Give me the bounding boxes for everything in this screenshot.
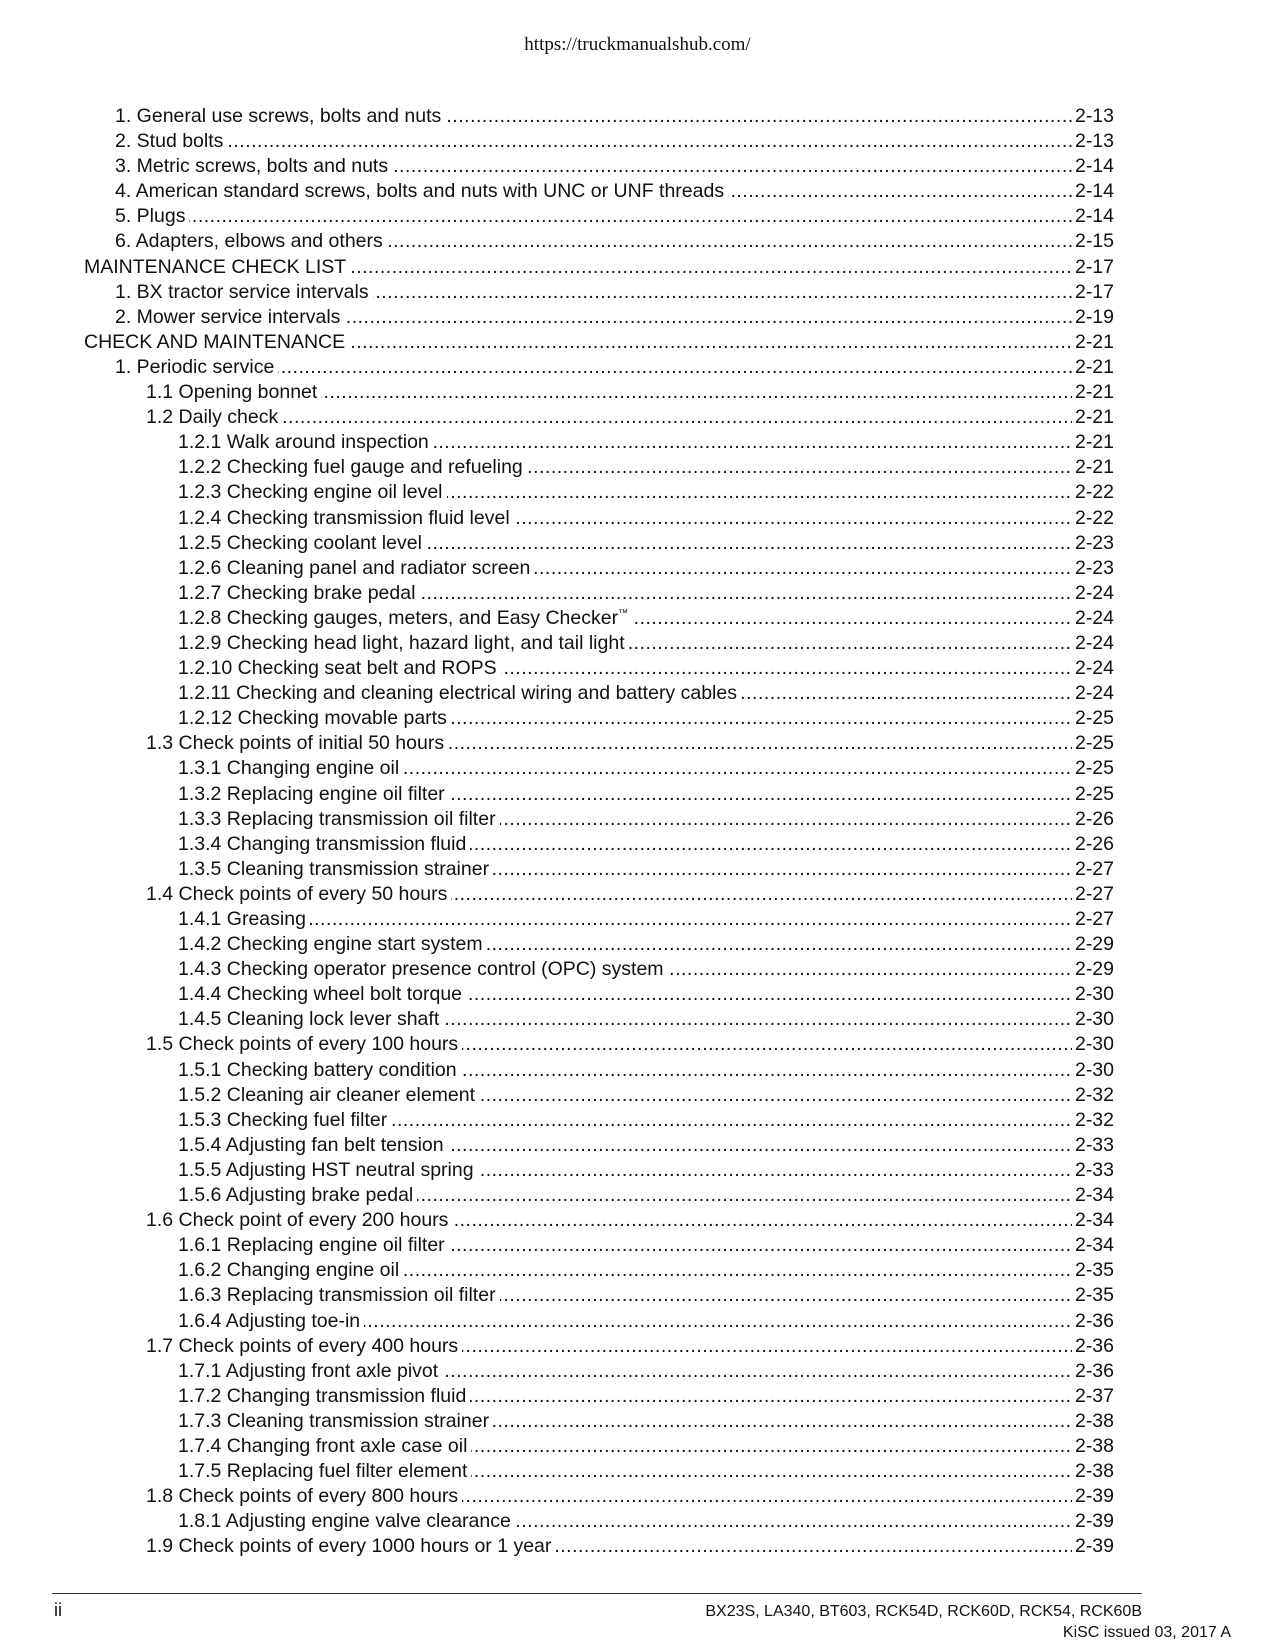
toc-entry-page: 2-30	[1072, 1007, 1114, 1032]
toc-entry-title	[178, 1409, 493, 1434]
toc-entry-title-text: 4. American standard screws, bolts and nuts with UNC or UNF threads	[115, 180, 725, 203]
toc-entry-title	[146, 380, 321, 405]
toc-entry-title	[146, 1334, 462, 1359]
toc-entry-title	[178, 1108, 391, 1133]
toc-entry-page: 2-32	[1072, 1083, 1114, 1108]
toc-entry[interactable]	[84, 1133, 1114, 1158]
toc-entry[interactable]	[84, 430, 1114, 455]
toc-entry-title	[115, 305, 344, 330]
toc-entry-title-text: 5. Plugs	[115, 205, 186, 228]
toc-entry[interactable]	[84, 731, 1114, 756]
toc-entry-page: 2-19	[1072, 305, 1114, 330]
toc-entry-title-text: 6. Adapters, elbows and others	[115, 230, 383, 253]
toc-entry[interactable]	[84, 656, 1114, 681]
toc-entry-page: 2-25	[1072, 731, 1114, 756]
toc-entry-title	[178, 1459, 471, 1484]
toc-entry-title-text: 1.3 Check points of initial 50 hours	[146, 732, 445, 755]
toc-entry-title	[178, 631, 629, 656]
toc-entry-title-text: MAINTENANCE CHECK LIST	[84, 255, 347, 278]
toc-entry[interactable]	[84, 1534, 1114, 1559]
toc-entry-title-text: 1.9 Check points of every 1000 hours or 1 year	[146, 1535, 552, 1558]
header-url: https://truckmanualshub.com/	[524, 34, 751, 55]
toc-entry-title	[115, 280, 373, 305]
toc-entry[interactable]	[84, 480, 1114, 505]
toc-entry-page: 2-27	[1072, 857, 1114, 882]
toc-entry-title	[178, 1158, 478, 1183]
toc-entry-title	[115, 129, 227, 154]
toc-entry-title	[178, 706, 451, 731]
toc-entry-page: 2-23	[1072, 531, 1114, 556]
toc-entry-page: 2-14	[1072, 154, 1114, 179]
toc-entry-title-text: 1.2.8 Checking gauges, meters, and Easy Checker	[178, 606, 619, 629]
toc-entry-title-text: CHECK AND MAINTENANCE	[84, 330, 346, 353]
toc-entry-page: 2-22	[1072, 506, 1114, 531]
toc-entry-page: 2-13	[1072, 104, 1114, 129]
toc-entry-title	[146, 731, 448, 756]
toc-entry[interactable]	[84, 380, 1114, 405]
toc-entry-page: 2-35	[1072, 1258, 1114, 1283]
toc-entry-title	[146, 1032, 462, 1057]
toc-entry-title-text: 1.2.5 Checking coolant level	[178, 531, 422, 554]
toc-entry-title	[178, 1007, 443, 1032]
toc-entry-title	[178, 1384, 470, 1409]
toc-entry[interactable]	[84, 1434, 1114, 1459]
toc-entry-title-text: 1.7.1 Adjusting front axle pivot	[178, 1359, 439, 1382]
toc-entry[interactable]	[84, 1509, 1114, 1534]
toc-entry-page: 2-21	[1072, 380, 1114, 405]
toc-entry-page: 2-24	[1072, 606, 1114, 631]
toc-entry-page: 2-38	[1072, 1459, 1114, 1484]
toc-entry[interactable]	[84, 1283, 1114, 1308]
footer-page-number: ii	[54, 1600, 62, 1620]
toc-entry-page: 2-25	[1072, 756, 1114, 781]
toc-entry-title	[146, 1484, 462, 1509]
toc-entry[interactable]	[84, 957, 1114, 982]
toc-entry[interactable]	[84, 455, 1114, 480]
toc-entry-title-text: 1.4.2 Checking engine start system	[178, 933, 483, 956]
toc-entry-title-text: 1.3.1 Changing engine oil	[178, 757, 400, 780]
toc-entry-page: 2-21	[1072, 430, 1114, 455]
toc-entry-title	[84, 330, 349, 355]
toc-entry[interactable]	[84, 531, 1114, 556]
toc-entry-title	[146, 1534, 555, 1559]
toc-entry[interactable]	[84, 982, 1114, 1007]
toc-entry-title	[178, 531, 426, 556]
toc-entry-title	[178, 1434, 471, 1459]
toc-entry-title	[178, 907, 310, 932]
toc-entry-title-text: 1.5.3 Checking fuel filter	[178, 1108, 388, 1131]
toc-entry[interactable]	[84, 1258, 1114, 1283]
toc-entry-title-text: 2. Stud bolts	[115, 130, 224, 153]
toc-entry[interactable]	[84, 1384, 1114, 1409]
toc-entry[interactable]	[84, 1309, 1114, 1334]
toc-entry-page: 2-30	[1072, 1032, 1114, 1057]
toc-entry-title-text: 1. General use screws, bolts and nuts	[115, 105, 442, 127]
toc-entry[interactable]	[84, 1233, 1114, 1258]
toc-entry[interactable]	[84, 932, 1114, 957]
toc-entry-page: 2-21	[1072, 355, 1114, 380]
toc-entry-title-text: 1.2 Daily check	[146, 406, 279, 429]
toc-entry-page: 2-35	[1072, 1283, 1114, 1308]
toc-entry[interactable]	[84, 807, 1114, 832]
toc-entry[interactable]	[84, 1359, 1114, 1384]
trademark-mark: ™	[618, 607, 629, 619]
toc-entry-title	[178, 581, 419, 606]
toc-entry-title-text: 3. Metric screws, bolts and nuts	[115, 155, 389, 178]
toc-entry[interactable]	[84, 1032, 1114, 1057]
toc-entry[interactable]	[84, 1409, 1114, 1434]
toc-entry-title-text: 1.6.1 Replacing engine oil filter	[178, 1234, 445, 1257]
toc-entry-page: 2-17	[1072, 280, 1114, 305]
toc-entry-title-text: 1. Periodic service	[115, 355, 275, 378]
toc-entry[interactable]	[84, 280, 1114, 305]
toc-entry-title	[115, 179, 728, 204]
toc-entry[interactable]	[84, 631, 1114, 656]
toc-entry[interactable]	[84, 1183, 1114, 1208]
toc-entry[interactable]	[84, 1459, 1114, 1484]
toc-entry-page: 2-21	[1072, 330, 1114, 355]
toc-entry-page: 2-21	[1072, 455, 1114, 480]
toc-entry-page: 2-39	[1072, 1509, 1114, 1534]
toc-entry-title	[178, 430, 433, 455]
toc-entry[interactable]	[84, 204, 1114, 229]
toc-entry-title-text: 1.5.1 Checking battery condition	[178, 1058, 457, 1081]
toc-entry-page: 2-27	[1072, 907, 1114, 932]
toc-entry-page: 2-36	[1072, 1309, 1114, 1334]
footer-divider	[52, 1593, 1142, 1594]
toc-entry[interactable]	[84, 907, 1114, 932]
toc-entry-title-text: 1.2.1 Walk around inspection	[178, 431, 429, 454]
toc-entry-page: 2-27	[1072, 882, 1114, 907]
toc-entry-page: 2-34	[1072, 1208, 1114, 1233]
toc-entry[interactable]	[84, 1058, 1114, 1083]
toc-entry-title-text: 1.2.12 Checking movable parts	[178, 707, 447, 730]
toc-entry-page: 2-37	[1072, 1384, 1114, 1409]
toc-entry-title	[178, 1183, 417, 1208]
toc-entry-title-text: 1.2.3 Checking engine oil level	[178, 481, 443, 504]
toc-entry-title	[178, 1283, 500, 1308]
toc-entry-title	[178, 1309, 364, 1334]
table-of-contents	[84, 104, 1114, 1559]
toc-entry-title	[178, 1133, 448, 1158]
toc-entry[interactable]	[84, 1208, 1114, 1233]
toc-entry-page: 2-33	[1072, 1158, 1114, 1183]
toc-entry-title-text: 1.3.3 Replacing transmission oil filter	[178, 807, 496, 830]
toc-entry-title	[178, 480, 447, 505]
toc-entry[interactable]	[84, 179, 1114, 204]
toc-entry-page: 2-23	[1072, 556, 1114, 581]
toc-entry-title-text: 1. BX tractor service intervals	[115, 280, 369, 303]
toc-entry-page: 2-38	[1072, 1434, 1114, 1459]
toc-entry-title	[146, 405, 282, 430]
toc-entry-title-text: 1.2.10 Checking seat belt and ROPS	[178, 657, 497, 680]
toc-entry-title-text: 1.5.2 Cleaning air cleaner element	[178, 1083, 476, 1106]
toc-entry-title-text: 1.4.1 Greasing	[178, 908, 306, 930]
toc-entry-title-text: 1.3.4 Changing transmission fluid	[178, 832, 467, 855]
toc-entry-title	[178, 606, 632, 631]
toc-entry-title-text: 1.2.11 Checking and cleaning electrical wiring and battery cables	[178, 682, 737, 705]
toc-entry-page: 2-14	[1072, 204, 1114, 229]
toc-entry-page: 2-30	[1072, 982, 1114, 1007]
toc-entry-title-text: 1.8 Check points of every 800 hours	[146, 1485, 459, 1508]
toc-entry-page: 2-24	[1072, 681, 1114, 706]
toc-entry-page: 2-29	[1072, 957, 1114, 982]
toc-entry-title-text: 1.7.2 Changing transmission fluid	[178, 1384, 467, 1407]
toc-entry-page: 2-25	[1072, 706, 1114, 731]
toc-entry-page: 2-24	[1072, 656, 1114, 681]
toc-entry-title	[178, 1233, 449, 1258]
toc-entry-title-text: 1.7.4 Changing front axle case oil	[178, 1434, 468, 1457]
footer-issue: KiSC issued 03, 2017 A	[1062, 1624, 1231, 1641]
toc-entry-title-text: 1.6 Check point of every 200 hours	[146, 1209, 449, 1232]
toc-entry-title	[146, 882, 451, 907]
toc-entry-title	[178, 1083, 479, 1108]
toc-entry-title	[178, 1258, 403, 1283]
toc-entry-title-text: 1.7.5 Replacing fuel filter element	[178, 1460, 468, 1483]
toc-entry[interactable]	[84, 1484, 1114, 1509]
toc-entry[interactable]	[84, 556, 1114, 581]
toc-entry-page: 2-13	[1072, 129, 1114, 154]
toc-entry-page: 2-34	[1072, 1183, 1114, 1208]
toc-entry-page: 2-30	[1072, 1058, 1114, 1083]
toc-entry-title-text: 1.1 Opening bonnet	[146, 381, 318, 404]
toc-entry[interactable]	[84, 681, 1114, 706]
toc-entry-title	[178, 506, 514, 531]
toc-entry-title-text: 1.4.4 Checking wheel bolt torque	[178, 983, 463, 1006]
toc-entry-title	[178, 656, 501, 681]
toc-entry-page: 2-32	[1072, 1108, 1114, 1133]
toc-entry-page: 2-26	[1072, 832, 1114, 857]
toc-entry-title	[178, 1359, 442, 1384]
toc-entry-page: 2-39	[1072, 1534, 1114, 1559]
footer-models: BX23S, LA340, BT603, RCK54D, RCK60D, RCK54, RCK60B	[705, 1603, 1142, 1620]
toc-entry-title	[178, 455, 527, 480]
toc-entry-title	[115, 229, 387, 254]
toc-entry-title-text: 1.6.3 Replacing transmission oil filter	[178, 1284, 496, 1307]
toc-entry-title	[178, 756, 403, 781]
toc-entry-page: 2-21	[1072, 405, 1114, 430]
toc-entry-page: 2-24	[1072, 581, 1114, 606]
toc-entry-title-text: 1.6.2 Changing engine oil	[178, 1259, 400, 1282]
toc-entry-page: 2-36	[1072, 1359, 1114, 1384]
toc-entry[interactable]	[84, 129, 1114, 154]
toc-entry[interactable]	[84, 857, 1114, 882]
toc-entry[interactable]	[84, 305, 1114, 330]
toc-entry-page: 2-33	[1072, 1133, 1114, 1158]
toc-entry-title	[178, 982, 466, 1007]
toc-entry[interactable]	[84, 882, 1114, 907]
toc-entry[interactable]	[84, 330, 1114, 355]
toc-entry[interactable]	[84, 756, 1114, 781]
toc-entry-title-text: 1.8.1 Adjusting engine valve clearance	[178, 1510, 511, 1533]
toc-entry-page: 2-26	[1072, 807, 1114, 832]
toc-entry[interactable]	[84, 606, 1114, 631]
toc-entry-title-text: 2. Mower service intervals	[115, 305, 341, 328]
toc-entry-title	[84, 255, 350, 280]
toc-entry-title	[178, 681, 741, 706]
toc-dot-leader	[115, 129, 1114, 154]
toc-entry-title	[115, 204, 189, 229]
toc-entry[interactable]	[84, 506, 1114, 531]
toc-entry-page: 2-39	[1072, 1484, 1114, 1509]
toc-entry[interactable]	[84, 154, 1114, 179]
toc-entry-title-text: 1.2.4 Checking transmission fluid level	[178, 506, 510, 529]
toc-entry-page: 2-22	[1072, 480, 1114, 505]
toc-dot-leader	[178, 907, 1114, 932]
toc-entry-page: 2-36	[1072, 1334, 1114, 1359]
toc-entry[interactable]	[84, 405, 1114, 430]
toc-entry-title	[115, 154, 392, 179]
toc-entry-title	[178, 857, 493, 882]
toc-entry-title	[178, 832, 470, 857]
toc-entry-title-text: 1.3.2 Replacing engine oil filter	[178, 782, 445, 805]
toc-entry-title	[115, 104, 445, 129]
toc-entry-title	[146, 1208, 452, 1233]
toc-entry-title-text: 1.5.6 Adjusting brake pedal	[178, 1184, 414, 1207]
toc-entry-title-text: 1.2.9 Checking head light, hazard light, and tail light	[178, 631, 625, 654]
toc-entry[interactable]	[84, 229, 1114, 254]
toc-entry-title-text: 1.5.5 Adjusting HST neutral spring	[178, 1158, 474, 1181]
toc-entry-title-text: 1.4 Check points of every 50 hours	[146, 882, 448, 905]
toc-entry[interactable]	[84, 255, 1114, 280]
toc-entry-title-text: 1.2.7 Checking brake pedal	[178, 581, 416, 604]
toc-entry-title	[178, 1058, 461, 1083]
toc-entry-title-text: 1.7.3 Cleaning transmission strainer	[178, 1409, 490, 1432]
toc-entry[interactable]	[84, 1083, 1114, 1108]
toc-entry-page: 2-25	[1072, 782, 1114, 807]
toc-entry-title-text: 1.2.2 Checking fuel gauge and refueling	[178, 456, 523, 479]
toc-entry[interactable]	[84, 104, 1114, 129]
toc-entry-title	[115, 355, 278, 380]
toc-entry-page: 2-14	[1072, 179, 1114, 204]
toc-entry-title	[178, 932, 487, 957]
toc-entry-title-text: 1.2.6 Cleaning panel and radiator screen	[178, 556, 531, 579]
toc-entry[interactable]	[84, 1334, 1114, 1359]
toc-entry-title	[178, 957, 668, 982]
toc-entry[interactable]	[84, 1007, 1114, 1032]
toc-entry-title-text: 1.5.4 Adjusting fan belt tension	[178, 1133, 444, 1156]
toc-entry-page: 2-24	[1072, 631, 1114, 656]
toc-dot-leader	[146, 405, 1114, 430]
toc-entry-title-text: 1.4.5 Cleaning lock lever shaft	[178, 1008, 440, 1031]
toc-entry[interactable]	[84, 581, 1114, 606]
toc-dot-leader	[115, 204, 1114, 229]
toc-entry-title-text: 1.4.3 Checking operator presence control (OPC) system	[178, 958, 664, 981]
toc-entry-title	[178, 807, 500, 832]
toc-entry-page: 2-38	[1072, 1409, 1114, 1434]
toc-entry-title	[178, 1509, 515, 1534]
toc-entry-page: 2-17	[1072, 255, 1114, 280]
toc-entry[interactable]	[84, 782, 1114, 807]
toc-entry-page: 2-29	[1072, 932, 1114, 957]
toc-entry-page: 2-34	[1072, 1233, 1114, 1258]
toc-entry[interactable]	[84, 832, 1114, 857]
toc-entry[interactable]	[84, 1108, 1114, 1133]
toc-entry[interactable]	[84, 355, 1114, 380]
toc-entry-title-text: 1.3.5 Cleaning transmission strainer	[178, 857, 490, 880]
toc-entry-title	[178, 556, 534, 581]
toc-entry[interactable]	[84, 1158, 1114, 1183]
toc-entry-title	[178, 782, 449, 807]
toc-entry-title-text: 1.6.4 Adjusting toe-in	[178, 1309, 361, 1332]
toc-entry-title-text: 1.5 Check points of every 100 hours	[146, 1033, 459, 1056]
toc-entry-title-text: 1.7 Check points of every 400 hours	[146, 1334, 459, 1357]
toc-entry[interactable]	[84, 706, 1114, 731]
toc-entry-page: 2-15	[1072, 229, 1114, 254]
